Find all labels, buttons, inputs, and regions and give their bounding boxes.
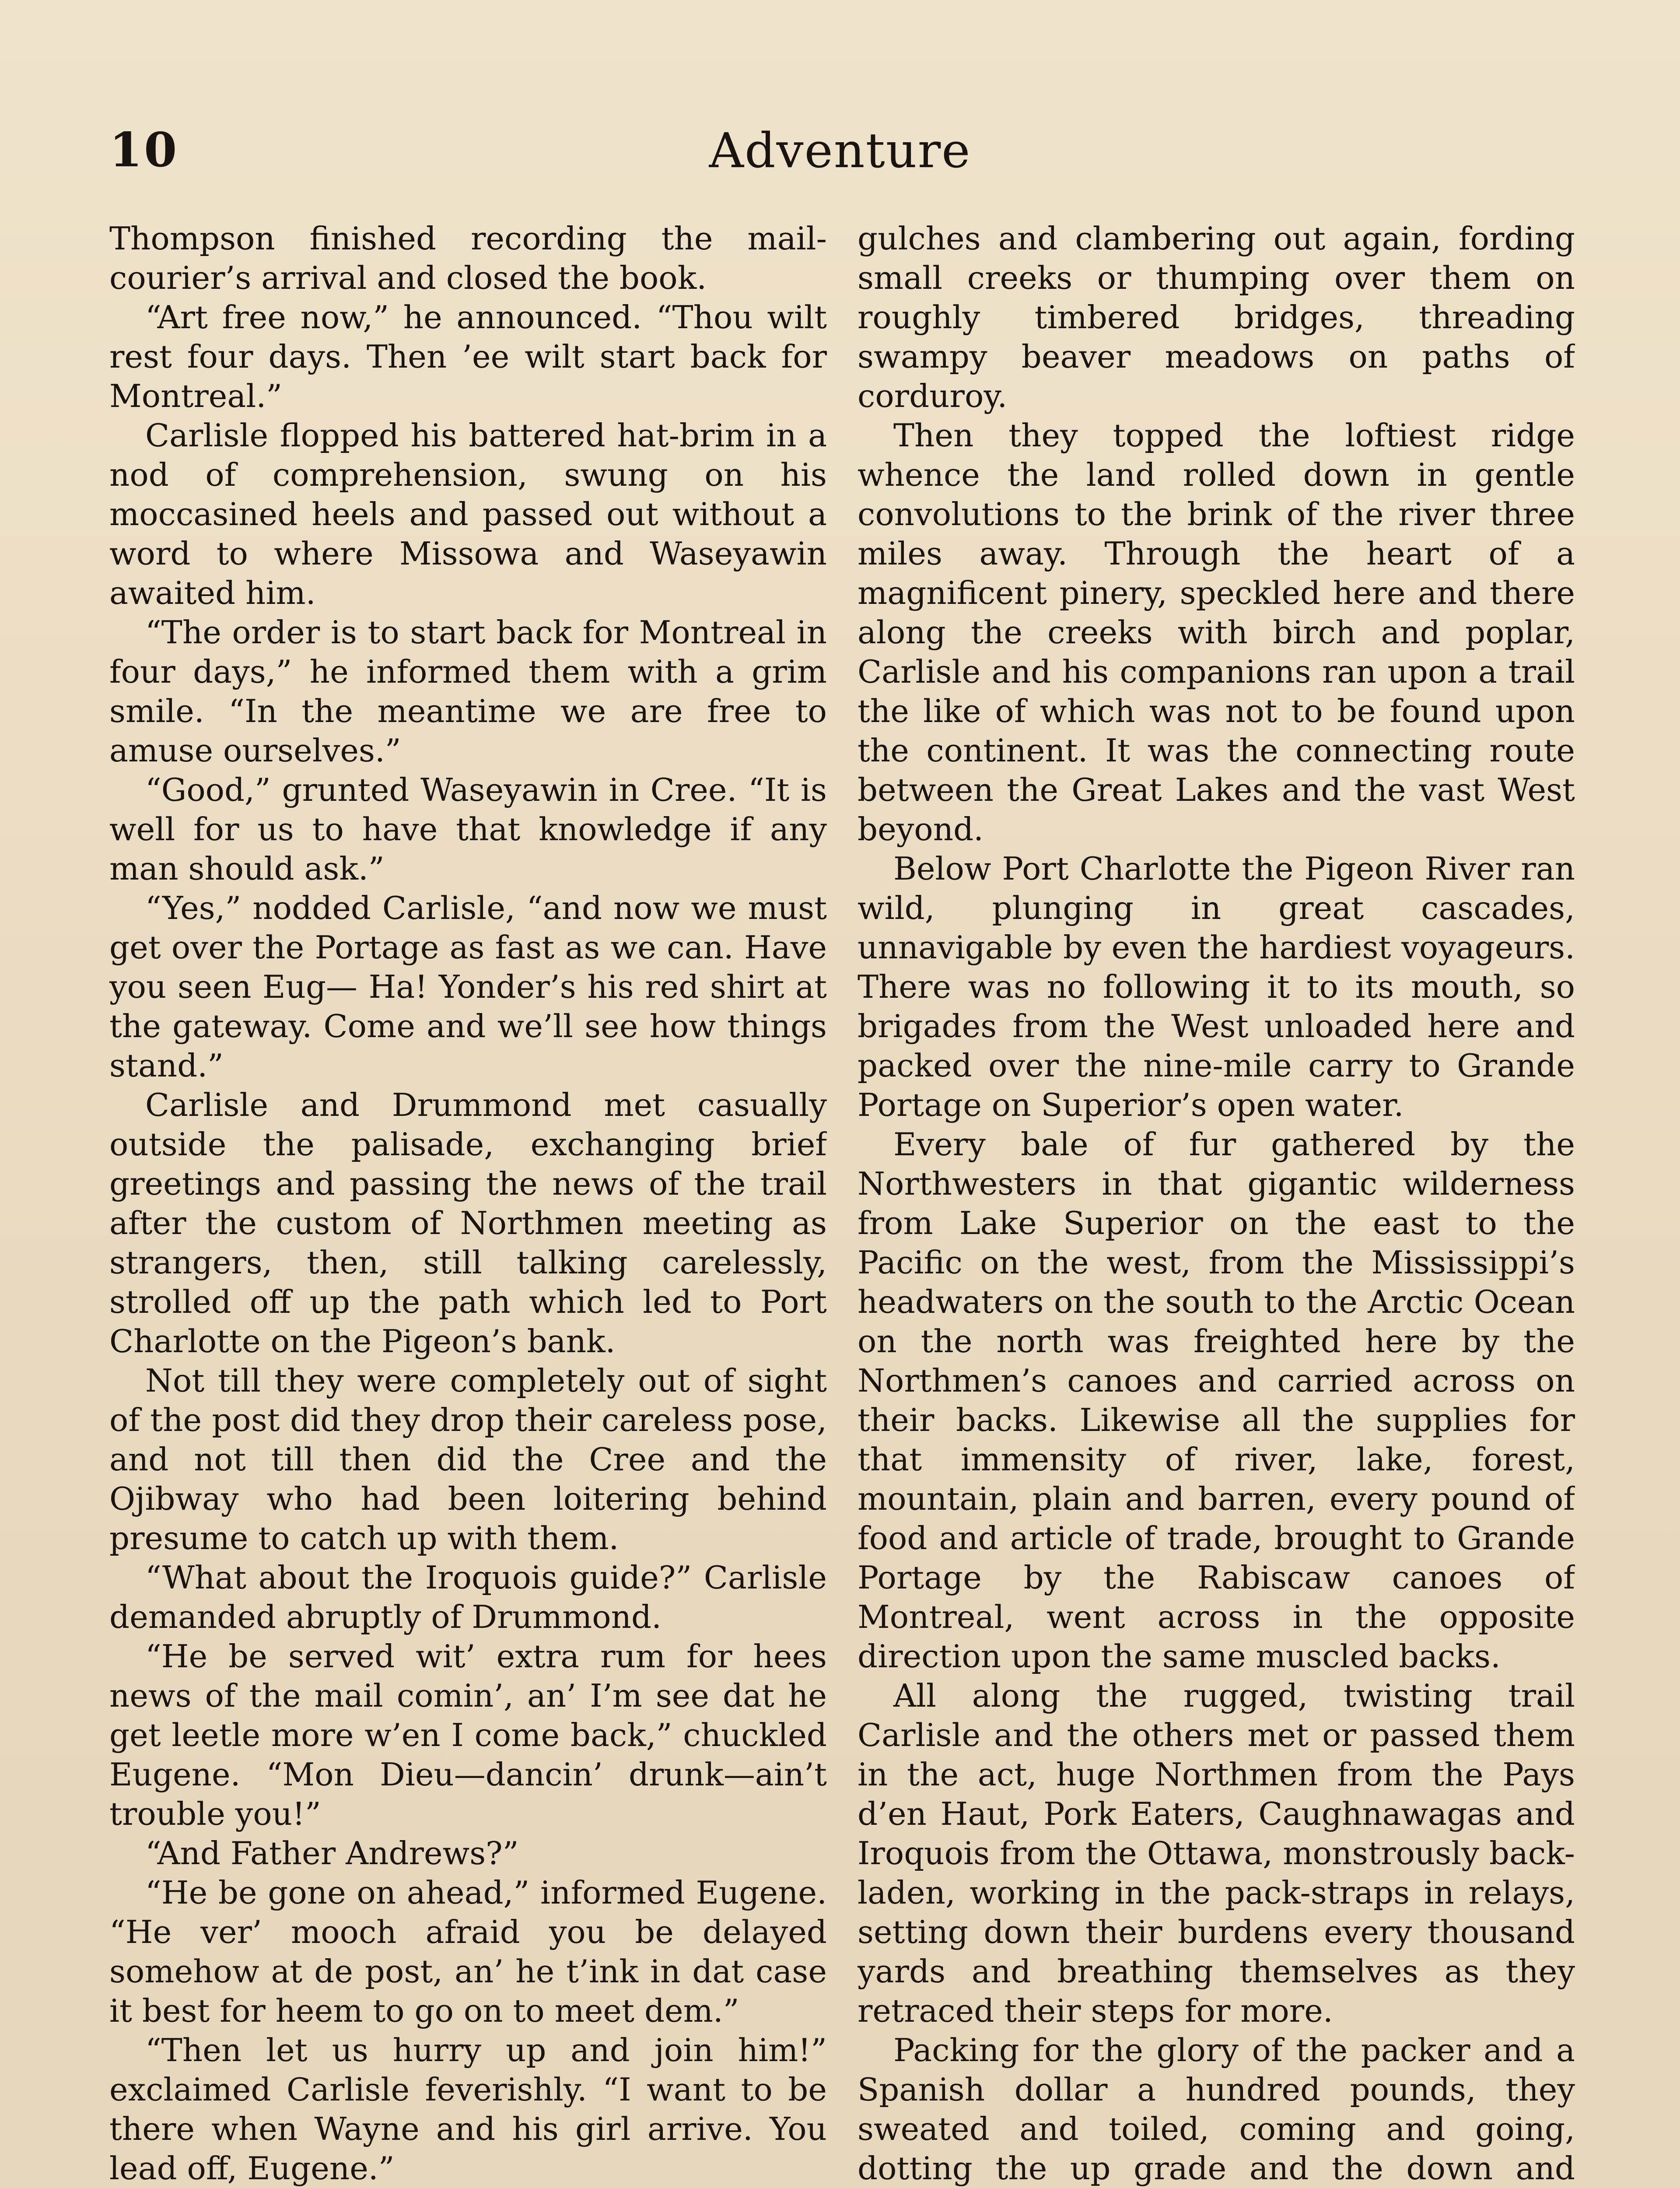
paragraph: Packing for the glory of the packer and a Spanish dollar a hundred pounds, they sweated and toiled, coming and going, dotting the up grade and the down and <box>858 2032 1575 2187</box>
running-title: Adventure <box>709 123 971 179</box>
paragraph: “Good,” grunted Waseyawin in Cree. “It is well for us to have that knowledge if any man should ask.” <box>109 771 827 887</box>
paragraph: Every bale of fur gathered by the Northwesters in that gigantic wilderness from Lake Superior on the east to the Pacific on the west, from the Mississippi’s headwaters on the south to the Arctic Ocean on the north was freighted here by the Northmen’s canoes and carried across on their backs. Likewise all the supplies for that immensity of river, lake, forest, mountain, plain and barren, every pound of food and article of trade, brought to Grande Portage by the Rabiscaw canoes of Montreal, went across in the opposite direction upon the same muscled backs. <box>858 1126 1575 1675</box>
paragraph: Thompson finished recording the mail-courier’s arrival and closed the book. <box>109 220 827 296</box>
page-header <box>109 109 1571 188</box>
paragraph: “Then let us hurry up and join him!” exclaimed Carlisle feverishly. “I want to be there when Wayne and his girl arrive. You lead off, Eugene.” <box>109 2032 827 2187</box>
paragraph: “He be served wit’ extra rum for hees news of the mail comin’, an’ I’m see dat he get leetle more w’en I come back,” chuckled Eugene. “Mon Dieu—dancin’ drunk—ain’t trouble you!” <box>109 1638 827 1832</box>
paragraph: Not till they were completely out of sight of the post did they drop their careless pose, and not till then did the Cree and the Ojibway who had been loitering behind presume to catch up with them. <box>109 1362 827 1557</box>
paragraph: Below Port Charlotte the Pigeon River ran wild, plunging in great cascades, unnavigable by even the hardiest voyageurs. There was no following it to its mouth, so brigades from the West unloaded here and packed over the nine-mile carry to Grande Portage on Superior’s open water. <box>858 850 1575 1123</box>
left-column <box>109 219 827 2188</box>
right-column <box>858 219 1575 2188</box>
paragraph: Carlisle and Drummond met casually outside the palisade, exchanging brief greetings and passing the news of the trail after the custom of Northmen meeting as strangers, then, still talking carelessly, strolled off up the path which led to Port Charlotte on the Pigeon’s bank. <box>109 1087 827 1360</box>
paragraph: “What about the Iroquois guide?” Carlisle demanded abruptly of Drummond. <box>109 1559 827 1635</box>
paragraph: “The order is to start back for Montreal in four days,” he informed them with a grim smile. “In the meantime we are free to amuse ourselves.” <box>109 614 827 769</box>
paragraph: gulches and clambering out again, fording small creeks or thumping over them on roughly timbered bridges, threading swampy beaver meadows on paths of corduroy. <box>858 220 1575 414</box>
page-number: 10 <box>109 123 179 178</box>
paragraph: “He be gone on ahead,” informed Eugene. “He ver’ mooch afraid you be delayed somehow at de post, an’ he t’ink in dat case it best for heem to go on to meet dem.” <box>109 1874 827 2029</box>
paragraph: Then they topped the loftiest ridge whence the land rolled down in gentle convolutions to the brink of the river three miles away. Through the heart of a magnificent pinery, speckled here and there along the creeks with birch and poplar, Carlisle and his companions ran upon a trail the like of which was not to be found upon the continent. It was the connecting route between the Great Lakes and the vast West beyond. <box>858 417 1575 848</box>
paragraph: “And Father Andrews?” <box>145 1835 519 1872</box>
paragraph: Carlisle flopped his battered hat-brim in a nod of comprehension, swung on his moccasined heels and passed out without a word to where Missowa and Waseyawin awaited him. <box>109 417 827 611</box>
paragraph: “Yes,” nodded Carlisle, “and now we must get over the Portage as fast as we can. Have you seen Eug— Ha! Yonder’s his red shirt at the gateway. Come and we’ll see how things stand.” <box>109 890 827 1084</box>
paragraph: All along the rugged, twisting trail Carlisle and the others met or passed them in the act, huge Northmen from the Pays d’en Haut, Pork Eaters, Caughnawagas and Iroquois from the Ottawa, monstrously back-laden, working in the pack-straps in relays, setting down their burdens every thousand yards and breathing themselves as they retraced their steps for more. <box>858 1677 1575 2029</box>
paragraph: “Art free now,” he announced. “Thou wilt rest four days. Then ’ee wilt start back for Montreal.” <box>109 299 827 414</box>
